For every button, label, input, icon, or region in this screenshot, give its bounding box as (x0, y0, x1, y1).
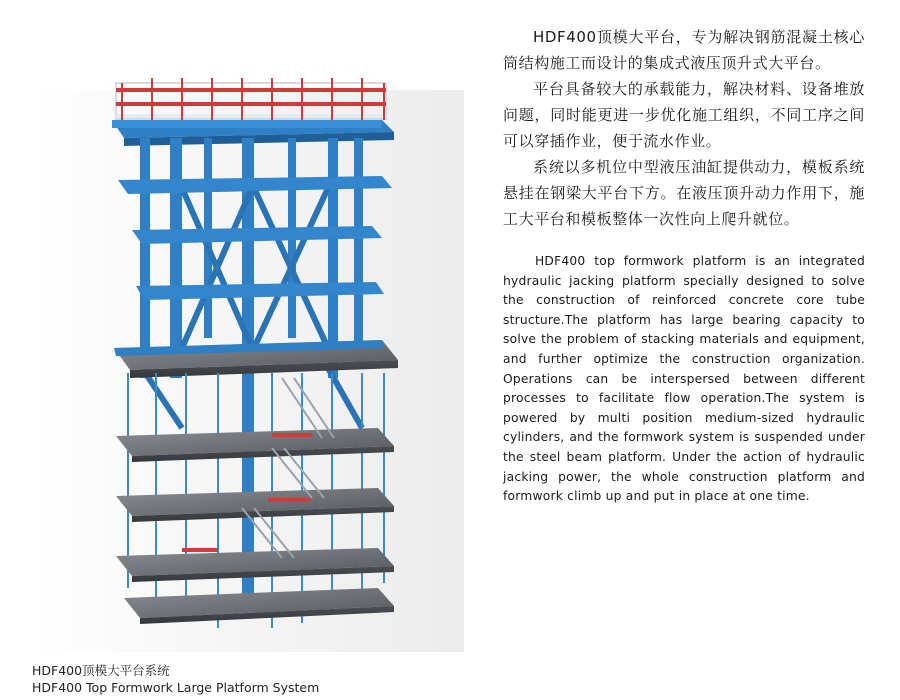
caption-english: HDF400 Top Formwork Large Platform System (32, 680, 320, 695)
description-en-paragraph: HDF400 top formwork platform is an integrated hydraulic jacking platform specially designed to solve the construction of reinforced concrete core tube structure.The platform has large bearing capacity to solve the problem of stacking materials and equipment, and further optimize the construction organization. Operations can be interspersed between different processes to facilitate flow operation.The system is powered by multi position medium-sized hydraulic cylinders, and the formwork system is suspended under the steel beam platform. Under the action of hydraulic jacking power, the whole construction platform and formwork climb up and put in place at one time. (503, 254, 865, 504)
top-guardrail (116, 78, 386, 120)
figure-caption (32, 662, 319, 696)
description-cn-paragraph-1: HDF400顶模大平台，专为解决钢筋混凝土核心筒结构施工而设计的集成式液压顶升式大平台。 (503, 28, 865, 72)
formwork-platform-illustration (32, 28, 464, 652)
description-cn-paragraph-3: 系统以多机位中型液压油缸提供动力，模板系统悬挂在钢梁大平台下方。在液压顶升动力作用下，施工大平台和模板整体一次性向上爬升就位。 (503, 158, 865, 228)
caption-chinese: HDF400顶模大平台系统 (32, 663, 170, 678)
platform-illustration-panel (32, 90, 464, 652)
hanging-scaffold-decks (116, 428, 394, 624)
description-cn-paragraph-2: 平台具备较大的承载能力，解决材料、设备堆放问题，同时能更进一步优化施工组织，不同工序之间可以穿插作业，便于流水作业。 (503, 80, 865, 150)
main-working-deck (114, 340, 398, 378)
access-stair (242, 378, 334, 558)
description-column (503, 24, 865, 507)
